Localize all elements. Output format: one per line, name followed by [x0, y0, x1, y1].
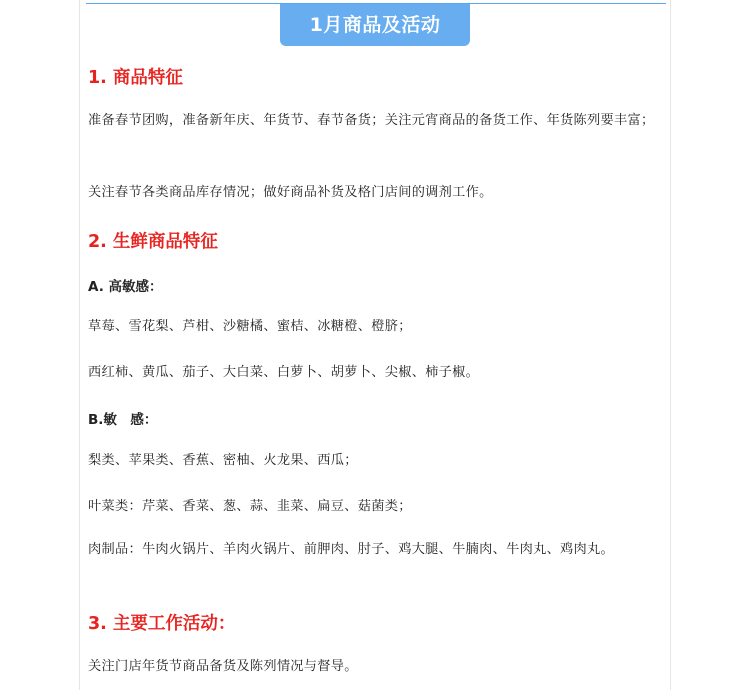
section-heading-1: 1. 商品特征 — [88, 68, 183, 88]
section-heading-2: 2. 生鲜商品特征 — [88, 232, 218, 252]
group-a-line-1: 草莓、雪花梨、芦柑、沙糖橘、蜜桔、冰糖橙、橙脐； — [88, 319, 412, 334]
group-b-label: B.敏 感： — [88, 412, 158, 428]
section1-paragraph-2: 关注春节各类商品库存情况；做好商品补货及格门店间的调剂工作。 — [88, 185, 493, 200]
group-b-line-3: 肉制品：牛肉火锅片、羊肉火锅片、前胛肉、肘子、鸡大腿、牛腩肉、牛肉丸、鸡肉丸。 — [88, 542, 615, 557]
group-b-line-2: 叶菜类：芹菜、香菜、葱、蒜、韭菜、扁豆、菇菌类； — [88, 499, 412, 514]
group-b-line-1: 梨类、苹果类、香蕉、密柚、火龙果、西瓜； — [88, 453, 358, 468]
group-a-label: A. 高敏感： — [88, 279, 163, 295]
banner-title: 1月商品及活动 — [280, 4, 470, 46]
section-heading-3: 3. 主要工作活动： — [88, 614, 236, 634]
article-page — [79, 0, 671, 690]
section3-paragraph-1: 关注门店年货节商品备货及陈列情况与督导。 — [88, 659, 358, 674]
section1-paragraph-1: 准备春节团购，准备新年庆、年货节、春节备货；关注元宵商品的备货工作、年货陈列要丰富； — [88, 113, 655, 128]
group-a-line-2: 西红柿、黄瓜、茄子、大白菜、白萝卜、胡萝卜、尖椒、柿子椒。 — [88, 365, 480, 380]
